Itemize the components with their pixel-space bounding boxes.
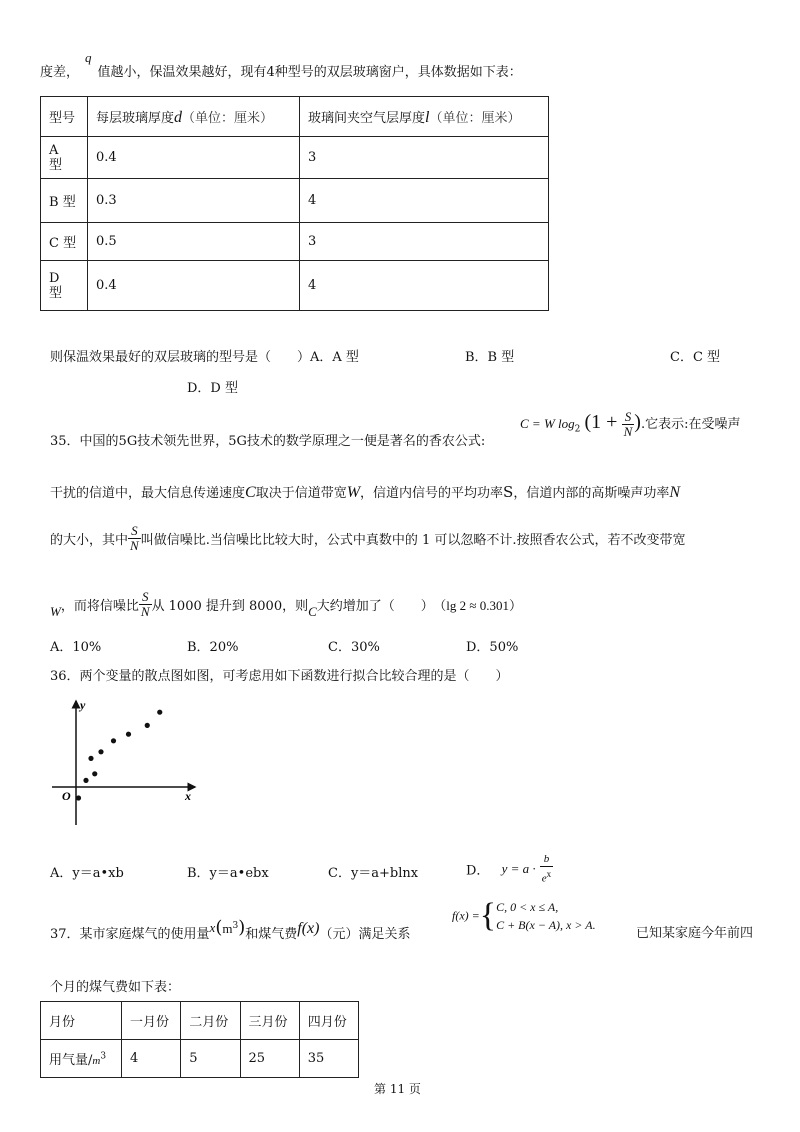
l-cell: 4 [300,261,549,311]
q35-option-a[interactable]: A．10% [50,640,102,655]
q34-option-c[interactable]: C．C 型 [670,350,721,365]
q35-option-b[interactable]: B．20% [187,640,239,655]
header-jan: 一月份 [122,1002,181,1040]
q36-stem: 36．两个变量的散点图如图，可考虑用如下函数进行拟合比较合理的是（ ） [50,669,509,684]
origin-label: O [62,789,71,803]
model-cell: D 型 [41,261,88,311]
header-month: 月份 [41,1002,122,1040]
q34-option-a[interactable]: A．A 型 [310,350,359,365]
q37-stem-end: 已知某家庭今年前四 [636,926,754,941]
y-axis-label: y [80,698,86,712]
q35-line2: 干扰的信道中，最大信息传递速度C取决于信道带宽W，信道内信号的平均功率S，信道内部的高斯噪声功率N [50,483,681,501]
gas-table-header [41,1002,359,1040]
scatter-point [111,738,116,743]
header-apr: 四月份 [299,1002,358,1040]
scatter-point [76,795,81,800]
q36-option-b[interactable]: B．y＝a•ebx [187,866,269,881]
q37-line2: 个月的煤气费如下表： [50,980,181,995]
value-cell: 25 [240,1040,299,1078]
q35-option-d[interactable]: D．50% [466,640,519,655]
scatter-point [88,756,93,761]
q34-stem: 则保温效果最好的双层玻璃的型号是（ ）A．A 型 [50,350,359,365]
q34-option-d[interactable]: D．D 型 [187,381,238,396]
glass-table [40,96,549,311]
value-cell: 4 [122,1040,181,1078]
l-cell: 3 [300,223,549,261]
d-cell: 0.4 [88,137,300,179]
x-axis-label: x [185,789,191,803]
scatter-point [157,710,162,715]
q36-option-c[interactable]: C．y＝a+blnx [328,866,419,881]
d-cell: 0.5 [88,223,300,261]
piecewise-function: f(x) ={C, 0 < x ≤ A, C + B(x − A), x > A. [452,897,596,934]
shannon-formula: C = W $\log_2 (1$ + $\frac{S}{N}$ ).它表示:在受噪声 [520,409,741,439]
q37-stem: 37．某市家庭煤气的使用量$x(m^3)$和煤气费f(x)（元）满足关系 [50,917,411,942]
table-row [41,179,549,223]
table-row [41,137,549,179]
l-cell: 3 [300,137,549,179]
q34-option-b[interactable]: B．B 型 [465,350,515,365]
model-cell: A 型 [41,137,88,179]
q-symbol: q [85,50,92,65]
table-row [41,1040,359,1078]
glass-table-header [41,97,549,137]
scatter-point [83,778,88,783]
value-cell: 35 [299,1040,358,1078]
q36-option-a[interactable]: A．y＝a•xb [50,866,124,881]
scatter-point [98,749,103,754]
model-cell: B 型 [41,179,88,223]
q35-option-c[interactable]: C．30% [328,640,380,655]
q35-line4: W，而将信噪比 $\frac{S}{N}$ 从 1000 提升到 8000，则C大约增加了（ ） （lg 2 ≈ 0.301） [50,589,523,619]
value-cell: 5 [181,1040,240,1078]
page-number: 第 11 页 [374,1082,421,1096]
scatter-plot [50,695,210,835]
l-cell: 4 [300,179,549,223]
row-label: 用气量$/m^3$ [41,1040,122,1078]
q35-line1: 35．中国的5G技术领先世界，5G技术的数学原理之一便是著名的香农公式: [50,434,486,449]
header-d: 每层玻璃厚度d（单位：厘米） [88,97,300,137]
q35-line3: 的大小，其中 $\frac{S}{N}$ 叫做信噪比.当信噪比比较大时，公式中真数中的 1 可以忽略不计.按照香农公式，若不改变带宽 [50,523,686,553]
d-cell: 0.3 [88,179,300,223]
intro-prefix: 度差， [40,65,80,80]
scatter-point [92,771,97,776]
table-row [41,223,549,261]
intro-text: 值越小，保温效果越好，现有4种型号的双层玻璃窗户，具体数据如下表： [97,65,522,80]
intro-line [40,50,522,80]
header-l: 玻璃间夹空气层厚度l（单位：厘米） [300,97,549,137]
scatter-point [145,723,150,728]
model-cell: C 型 [41,223,88,261]
gas-table [40,1001,359,1078]
table-row [41,261,549,311]
header-mar: 三月份 [240,1002,299,1040]
header-model: 型号 [41,97,88,137]
d-cell: 0.4 [88,261,300,311]
q36-option-d[interactable]: D． y = a · $\frac{b}{e^x}$ [466,853,552,885]
scatter-point [126,732,131,737]
header-feb: 二月份 [181,1002,240,1040]
